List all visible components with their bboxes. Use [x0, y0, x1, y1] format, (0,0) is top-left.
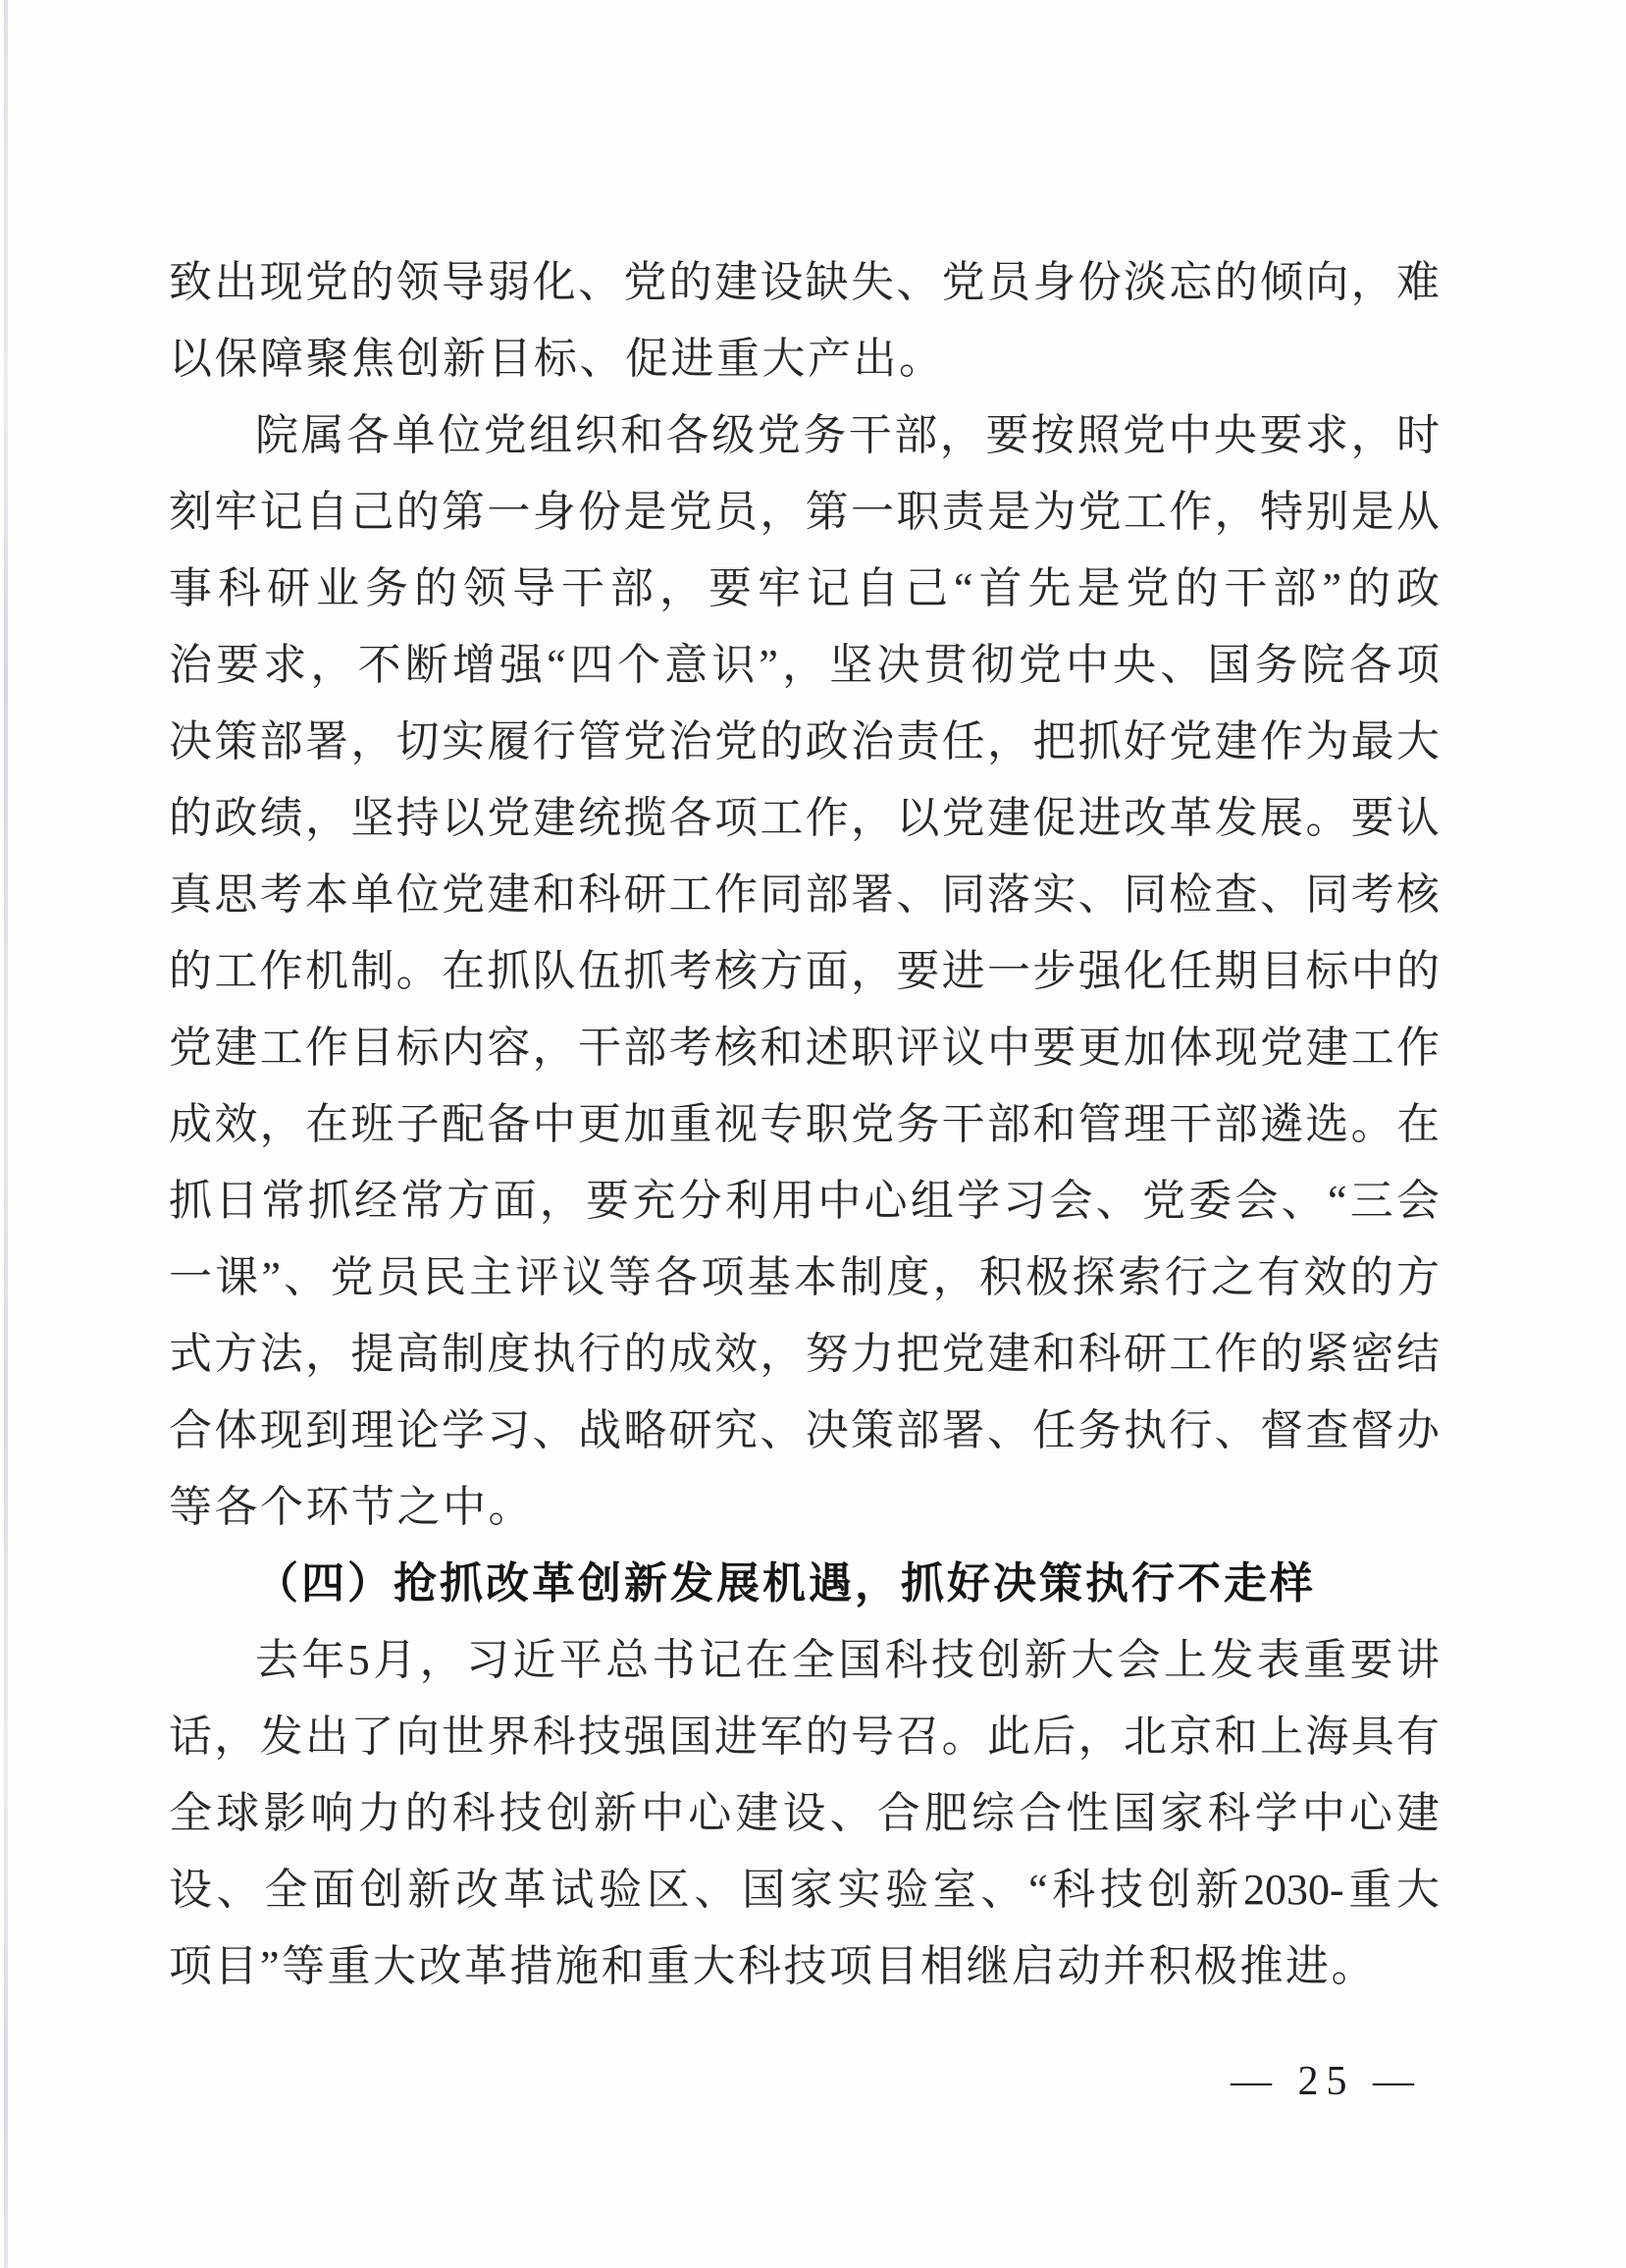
body-line: 党建工作目标内容，干部考核和述职评议中要更加体现党建工作 [169, 1024, 1440, 1072]
body-line: 事科研业务的领导干部，要牢记自己“首先是党的干部”的政 [169, 564, 1440, 612]
body-line: 的工作机制。在抓队伍抓考核方面，要进一步强化任期目标中的 [169, 947, 1440, 995]
body-line: 一课”、党员民主评议等各项基本制度，积极探索行之有效的方 [169, 1253, 1440, 1301]
body-line: 院属各单位党组织和各级党务干部，要按照党中央要求，时 [255, 411, 1440, 459]
body-line: 成效，在班子配备中更加重视专职党务干部和管理干部遴选。在 [169, 1100, 1440, 1148]
body-line: 话，发出了向世界科技强国进军的号召。此后，北京和上海具有 [169, 1713, 1440, 1761]
scan-edge-artifact [4, 0, 8, 2268]
body-line: 合体现到理论学习、战略研究、决策部署、任务执行、督查督办 [169, 1406, 1440, 1454]
body-line: 抓日常抓经常方面，要充分利用中心组学习会、党委会、“三会 [169, 1177, 1440, 1225]
body-line: 项目”等重大改革措施和重大科技项目相继启动并积极推进。 [169, 1942, 1378, 1990]
section-heading: （四）抢抓改革创新发展机遇，抓好决策执行不走样 [255, 1559, 1316, 1608]
body-line: 以保障聚焦创新目标、促进重大产出。 [169, 335, 945, 383]
body-line: 式方法，提高制度执行的成效，努力把党建和科研工作的紧密结 [169, 1330, 1440, 1378]
body-line: 治要求，不断增强“四个意识”，坚决贯彻党中央、国务院各项 [169, 641, 1440, 689]
body-line: 决策部署，切实履行管党治党的政治责任，把抓好党建作为最大 [169, 717, 1440, 765]
body-line: 致出现党的领导弱化、党的建设缺失、党员身份淡忘的倾向，难 [169, 258, 1440, 306]
document-text-block [169, 244, 1440, 2005]
page-number: — 25 — [1231, 2059, 1422, 2104]
body-line: 等各个环节之中。 [169, 1483, 534, 1531]
body-line: 的政绩，坚持以党建统揽各项工作，以党建促进改革发展。要认 [169, 794, 1440, 842]
body-line: 全球影响力的科技创新中心建设、合肥综合性国家科学中心建 [169, 1789, 1440, 1837]
body-line: 刻牢记自己的第一身份是党员，第一职责是为党工作，特别是从 [169, 488, 1440, 536]
body-line: 设、全面创新改革试验区、国家实验室、“科技创新2030-重大 [169, 1866, 1440, 1914]
body-line: 真思考本单位党建和科研工作同部署、同落实、同检查、同考核 [169, 870, 1440, 919]
body-line: 去年5月，习近平总书记在全国科技创新大会上发表重要讲 [255, 1636, 1440, 1684]
